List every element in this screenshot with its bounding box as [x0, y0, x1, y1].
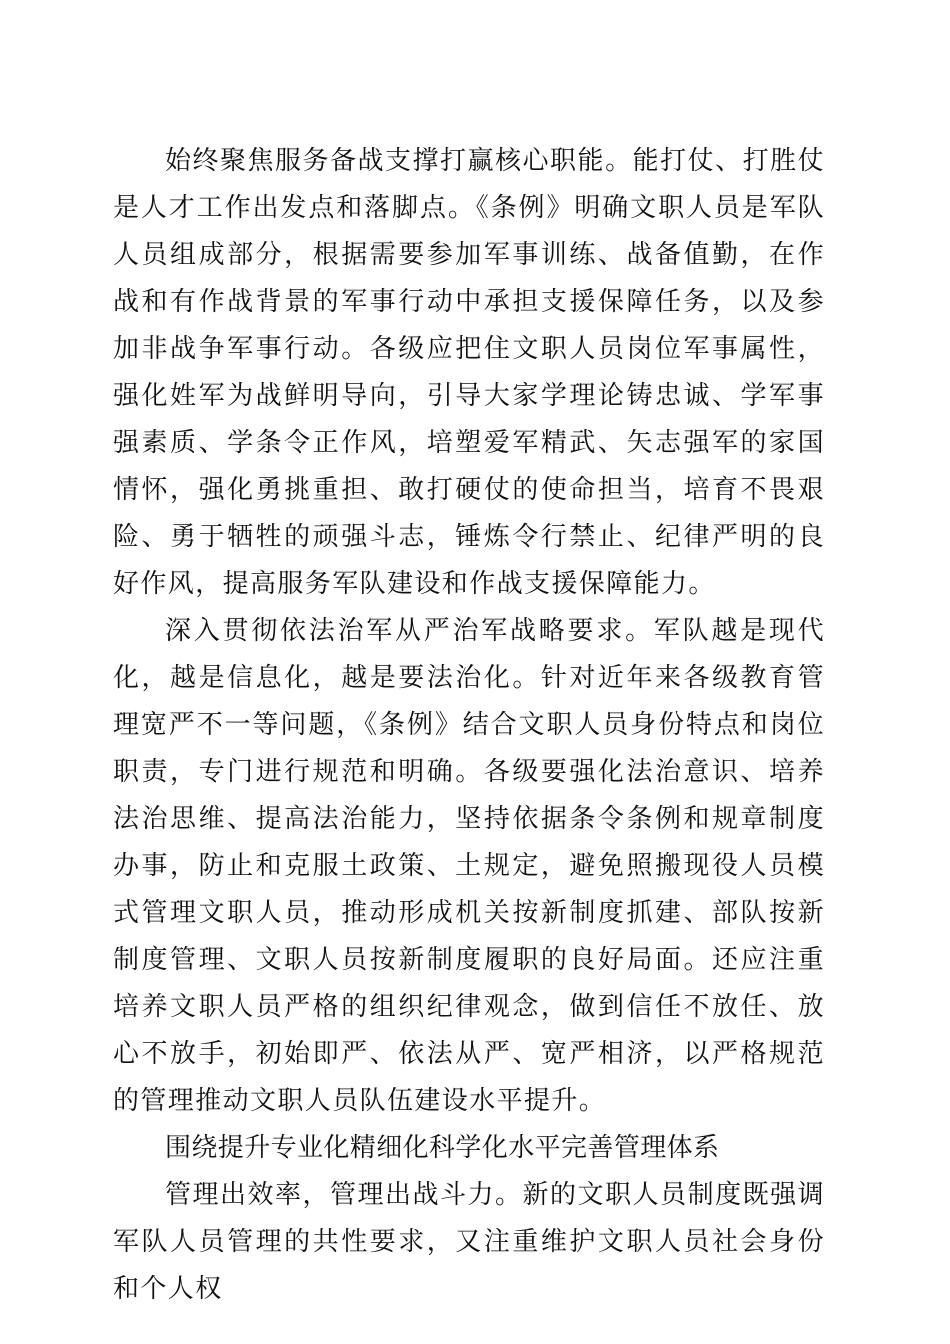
paragraph-core-functions: 始终聚焦服务备战支撑打赢核心职能。能打仗、打胜仗是人才工作出发点和落脚点。《条例》明确文职人员是军队人员组成部分，根据需要参加军事训练、战备值勤，在作战和有作战背景的军事行动中承担支援保障任务，以及参加非战争军事行动。各级应把住文职人员岗位军事属性，强化姓军为战鲜明导向，引导大家学理论铸忠诚、学军事强素质、学条令正作风，培塑爱军精武、矢志强军的家国情怀，强化勇挑重担、敢打硬仗的使命担当，培育不畏艰险、勇于牺牲的顽强斗志，锤炼令行禁止、纪律严明的良好作风，提高服务军队建设和作战支援保障能力。 [113, 146, 825, 599]
document-body [113, 138, 825, 1313]
section-heading: 围绕提升专业化精细化科学化水平完善管理体系 [165, 1133, 720, 1163]
paragraph-management: 管理出效率，管理出战斗力。新的文职人员制度既强调军队人员管理的共性要求，又注重维护文职人员社会身份和个人权 [113, 1180, 825, 1304]
paragraph-rule-of-law: 深入贯彻依法治军从严治军战略要求。军队越是现代化，越是信息化，越是要法治化。针对近年来各级教育管理宽严不一等问题，《条例》结合文职人员身份特点和岗位职责，专门进行规范和明确。各级要强化法治意识、培养法治思维、提高法治能力，坚持依据条令条例和规章制度办事，防止和克服土政策、土规定，避免照搬现役人员模式管理文职人员，推动形成机关按新制度抓建、部队按新制度管理、文职人员按新制度履职的良好局面。还应注重培养文职人员严格的组织纪律观念，做到信任不放任、放心不放手，初始即严、依法从严、宽严相济，以严格规范的管理推动文职人员队伍建设水平提升。 [113, 616, 825, 1116]
